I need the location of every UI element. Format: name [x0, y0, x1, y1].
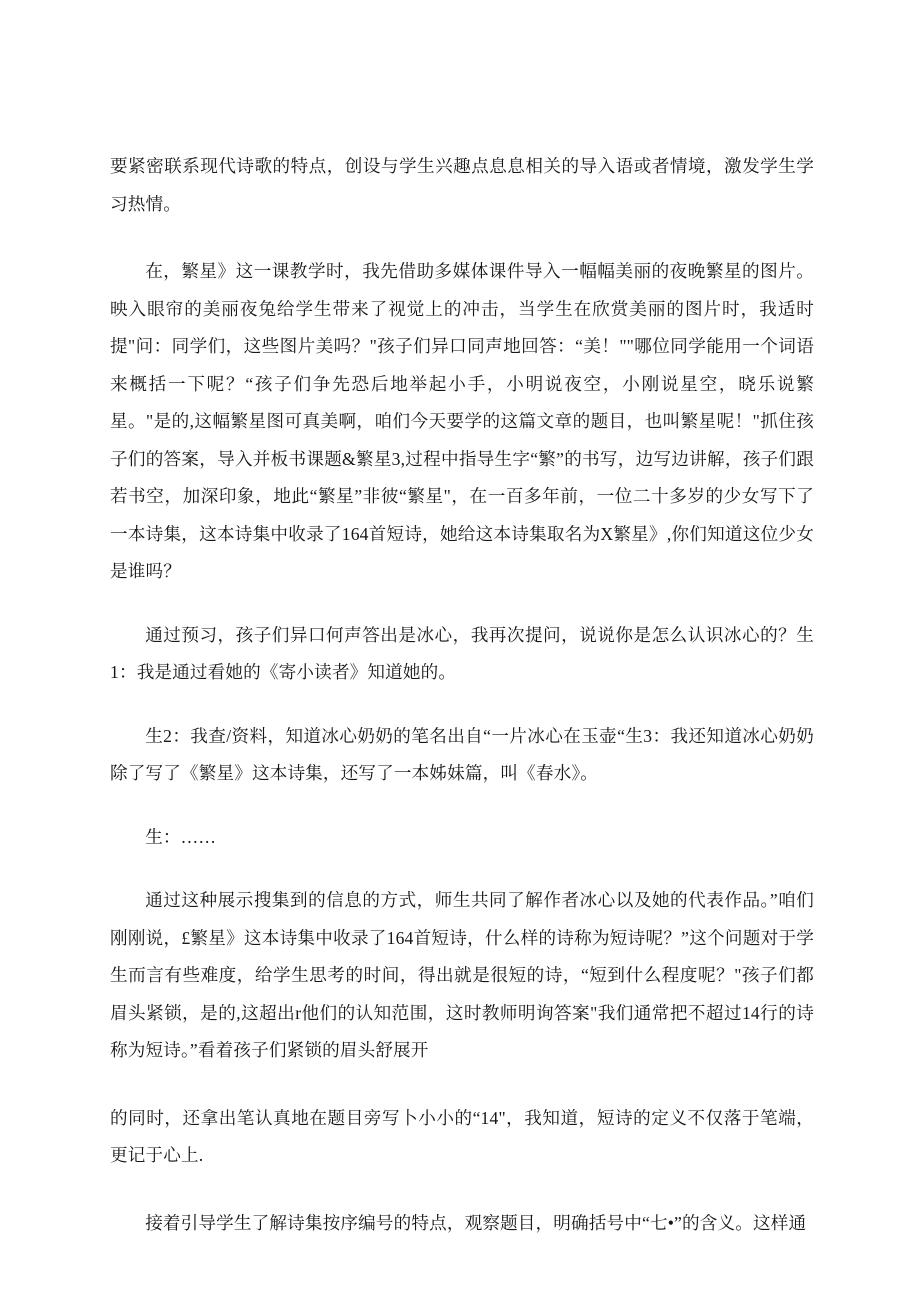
paragraph-3: 通过预习，孩子们异口何声答出是冰心，我再次提问，说说你是怎么认识冰心的？生1：我是通过看她的《寄小读者》知道她的。 — [110, 624, 814, 682]
paragraph-2: 在，繁星》这一课教学时，我先借助多媒体课件导入一幅幅美丽的夜晚繁星的图片。映入眼帘的美丽夜兔给学生带来了视觉上的冲击，当学生在欣赏美丽的图片时，我适时提"问：同学们，这些图片美吗？"孩子们异口同声地回答：“美！""哪位同学能用一个词语来概括一下呢？“孩子们争先恐后地举起小手，小明说夜空，小刚说星空，晓乐说繁星。"是的,这幅繁星图可真美啊，咱们今天要学的这篇文章的题目，也叫繁星呢！"抓住孩子们的答案，导入并板书课题&繁星3,过程中指导生字“繁”的书写，边写边讲解，孩子们跟若书空，加深印象，地此“繁星”非彼“繁星"，在一百多年前，一位二十多岁的少女写下了一本诗集，这本诗集中收录了164首短诗，她给这本诗集取名为X繁星》,你们知道这位少女是谁吗？ — [110, 261, 814, 581]
document-body — [110, 148, 814, 1260]
paragraph-7: 的同时，还拿出笔认真地在题目旁写卜小小的“14"，我知道，短诗的定义不仅落于笔端，更记于心上. — [110, 1107, 814, 1165]
paragraph-8: 接着引导学生了解诗集按序编号的特点，观察题目，明确括号中“七•”的含义。这样通 — [145, 1212, 807, 1233]
paragraph-5: 生：…… — [145, 826, 217, 847]
paragraph-4: 生2：我查/资料，知道冰心奶奶的笔名出自“一片冰心在玉壶“生3：我还知道冰心奶奶除了写了《繁星》这本诗集，还写了一本姊妹篇，叫《春水》。 — [110, 725, 814, 783]
paragraph-6: 通过这种展示搜集到的信息的方式，师生共同了解作者冰心以及她的代表作品。”咱们刚刚说，£繁星》这本诗集中收录了164首短诗，什么样的诗称为短诗呢？”这个问题对于学生而言有些难度，给学生思考的时间，得出就是很短的诗，“短到什么程度呢？"孩子们都眉头紧锁，是的,这超出r他们的认知范围，这时教师明询答案"我们通常把不超过14行的诗称为短诗。”看着孩子们紧锁的眉头舒展开 — [110, 890, 814, 1060]
paragraph-1: 要紧密联系现代诗歌的特点，创设与学生兴趣点息息相关的导入语或者情境，激发学生学习热情。 — [110, 156, 814, 214]
